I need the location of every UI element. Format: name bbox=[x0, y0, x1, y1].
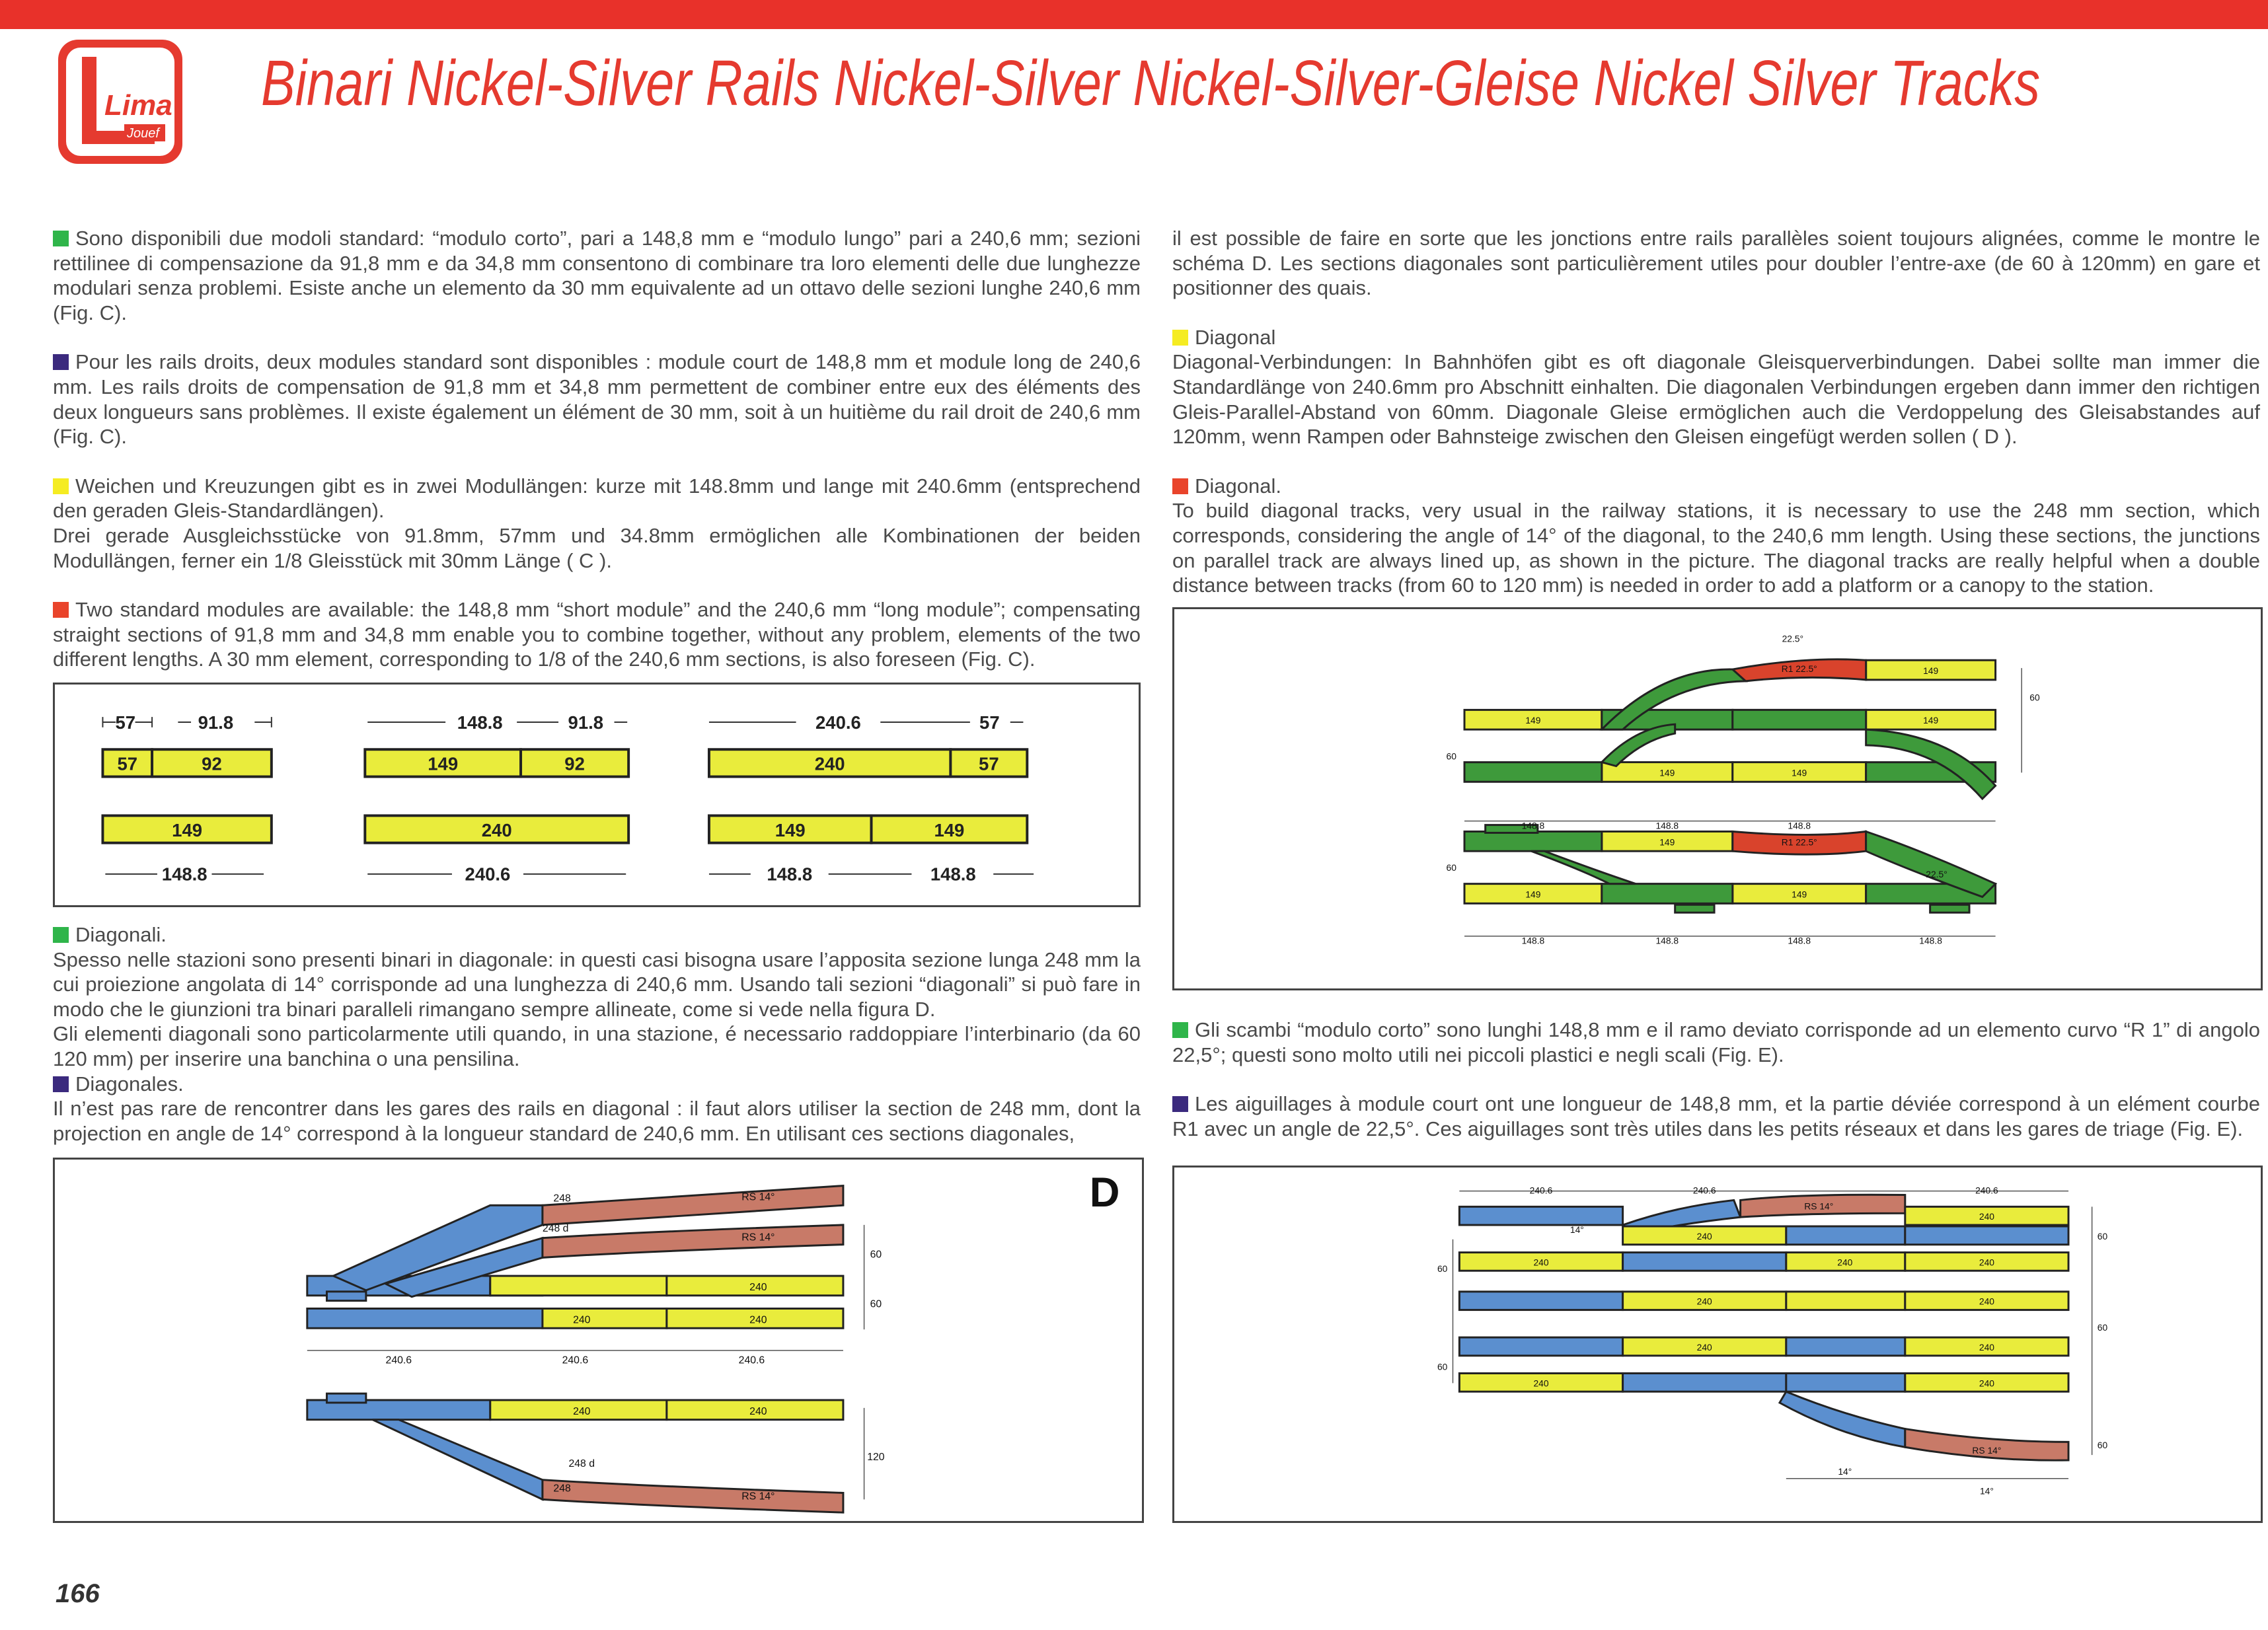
paragraph-diagonales: Il n’est pas rare de rencontrer dans les gares des rails en diagonal : il faut alors utiliser la section de 248 mm, dont la projection en angle de 14° correspond à la longueur standard de 240,6 mm. En utilisant ces sections diagonales, bbox=[53, 1097, 1141, 1145]
paragraph-french-cont: il est possible de faire en sorte que les jonctions entre rails parallèles soient toujours alignées, comme le montre le schéma D. Les sections diagonales sont particulièrement utiles pour doubler l’entre-axe (de 60 à 120mm) en gare et positionner des quais. bbox=[1172, 227, 2260, 300]
top-red-bar bbox=[0, 0, 2268, 29]
track-label: 149 bbox=[775, 819, 806, 840]
dim-label: 240.6 bbox=[1975, 1185, 1998, 1196]
dim-label: 148.8 bbox=[1655, 820, 1679, 831]
figure-e-switches bbox=[1172, 1166, 2263, 1523]
paragraph-switch-fr: Les aiguillages à module court ont une longueur de 148,8 mm, et la partie déviée correspond à un elément courbe R1 avec un angle de 22,5°. Ces aiguillages sont très utiles dans les petits réseaux et dans les gares de triage (Fig. E). bbox=[1172, 1092, 2260, 1140]
dim-label: 148.8 bbox=[457, 712, 503, 733]
svg-text:Lima: Lima bbox=[104, 89, 172, 122]
track-label: 240 bbox=[573, 1405, 591, 1417]
dim-label: 60 bbox=[1446, 862, 1456, 873]
dim-label: 148.8 bbox=[1521, 935, 1545, 946]
dim-label: 120 bbox=[867, 1452, 885, 1463]
track-label: 240 bbox=[814, 753, 845, 774]
dim-label: 148.8 bbox=[1655, 935, 1679, 946]
track-label: 240 bbox=[749, 1314, 767, 1326]
track-label: 149 bbox=[1525, 889, 1541, 900]
heading-diagonales: Diagonales. bbox=[53, 1072, 1141, 1097]
svg-text:Jouef: Jouef bbox=[127, 126, 159, 141]
figure-d-label: D bbox=[1089, 1169, 1120, 1216]
dim-label: 240.6 bbox=[465, 864, 511, 885]
track-label: 240 bbox=[1979, 1211, 1994, 1222]
track-label: 248 bbox=[553, 1193, 571, 1204]
dim-label: 240.6 bbox=[815, 712, 861, 733]
track-label: 149 bbox=[1923, 715, 1939, 726]
switches-text bbox=[1172, 1018, 2260, 1141]
dim-label: 148.8 bbox=[1521, 820, 1545, 831]
track-label: R1 22.5° bbox=[1781, 836, 1817, 848]
navy-bullet-icon bbox=[1172, 1096, 1188, 1112]
dim-label: 60 bbox=[870, 1249, 882, 1261]
paragraph-diagonali-1: Spesso nelle stazioni sono presenti binari in diagonale: in questi casi bisogna usare l’apposita sezione lunga 248 mm la cui proiezione angolata di 14° corrisponde ad una lunghezza di 240,6 mm. Usando tali sezioni “diagonali” si può fare in modo che le giunzioni tra binari paralleli rimangano sempre allineate, come si vede nella figura D. bbox=[53, 947, 1141, 1021]
track-label: RS 14° bbox=[1804, 1201, 1834, 1212]
dim-label: 60 bbox=[2029, 692, 2040, 703]
track-label: 248 bbox=[553, 1483, 571, 1495]
track-label: 240 bbox=[1533, 1378, 1549, 1389]
dim-label: 60 bbox=[1437, 1263, 1448, 1275]
heading-diagonal-de: Diagonal bbox=[1172, 325, 2260, 350]
track-label: 240 bbox=[1837, 1257, 1853, 1268]
track-label: 248 d bbox=[542, 1222, 569, 1234]
dim-label: 240.6 bbox=[385, 1354, 412, 1366]
paragraph-diagonal-en: To build diagonal tracks, very usual in the railway stations, it is necessary to use the 248 mm section, which corresponds, considering the angle of 14° of the diagonal, to the 240,6 mm length. Using these sections, the junctions on parallel track are always lined up, as shown in the picture. The diagonal tracks are really helpful when a double distance between tracks (from 60 to 120 mm) is needed in order to add a platform or a canopy to the station. bbox=[1172, 499, 2260, 597]
paragraph-switch-it: Gli scambi “modulo corto” sono lunghi 148,8 mm e il ramo deviato corrisponde ad un elemento curvo “R 1” di angolo 22,5°; questi sono molto utili nei piccoli plastici e negli scali (Fig. E). bbox=[1172, 1018, 2260, 1066]
track-label: 149 bbox=[172, 819, 203, 840]
figure-c-straight-tracks bbox=[53, 683, 1141, 907]
dim-label: 60 bbox=[1446, 751, 1456, 762]
track-label: 149 bbox=[1659, 836, 1675, 848]
angle-label: 14° bbox=[1569, 1224, 1584, 1235]
dim-label: 148.8 bbox=[161, 864, 208, 885]
heading-diagonali: Diagonali. bbox=[53, 922, 1141, 947]
track-label: 57 bbox=[979, 753, 999, 774]
green-bullet-icon bbox=[53, 231, 69, 246]
track-label: 149 bbox=[934, 819, 965, 840]
paragraph-diagonal-de: Diagonal-Verbindungen: In Bahnhöfen gibt es oft diagonale Gleisquerverbindungen. Dabei sollte man immer die Standardlänge von 240.6mm pro Abschnitt einhalten. Die diagonalen Verbindungen ergeben dann immer den richtigen Gleis-Parallel-Abstand von 60mm. Diagonale Gleise ermöglichen auch die Verdoppelung des Gleisabstandes auf 120mm, wenn Rampen oder Bahnsteige zwischen den Gleisen eingefügt werden sollen ( D ). bbox=[1172, 350, 2260, 449]
track-label: 240 bbox=[1696, 1230, 1712, 1241]
dim-label: 240.6 bbox=[1692, 1185, 1716, 1196]
track-label: 248 d bbox=[568, 1458, 595, 1469]
track-label: 240 bbox=[749, 1405, 767, 1417]
navy-bullet-icon bbox=[53, 354, 69, 370]
angle-label: 22.5° bbox=[1926, 868, 1947, 879]
red-bullet-icon bbox=[53, 602, 69, 618]
track-label: 240 bbox=[1533, 1257, 1549, 1268]
track-label: 149 bbox=[1659, 767, 1675, 778]
track-label: RS 14° bbox=[741, 1232, 775, 1243]
dim-label: 91.8 bbox=[198, 712, 234, 733]
diagonali-text bbox=[53, 922, 1141, 1146]
page-title: Binari Nickel-Silver Rails Nickel-Silver Nickel-Silver-Gleise Nickel Silver Tracks bbox=[261, 47, 2041, 119]
paragraph-italian: Sono disponibili due modoli standard: “modulo corto”, pari a 148,8 mm e “modulo lungo” pari a 240,6 mm; sezioni rettilinee di compensazione da 91,8 mm e da 34,8 mm consentono di combinare tra loro elementi delle due lunghezze modulari senza problemi. Esiste anche un elemento da 30 mm equivalente ad un ottavo delle sezioni lunghe 240,6 mm (Fig. C). bbox=[53, 227, 1141, 324]
dim-label: 57 bbox=[979, 712, 1000, 733]
right-text-column bbox=[1172, 226, 2260, 598]
dim-label: 148.8 bbox=[1919, 935, 1942, 946]
dim-label: 148.8 bbox=[1788, 820, 1811, 831]
track-label: 149 bbox=[1525, 715, 1541, 726]
red-bullet-icon bbox=[1172, 478, 1188, 494]
track-label: 149 bbox=[428, 753, 459, 774]
figure-switch-diagonal bbox=[1172, 607, 2263, 990]
dim-label: 148.8 bbox=[930, 864, 976, 885]
track-label: 149 bbox=[1923, 665, 1939, 676]
angle-label: 22.5° bbox=[1782, 633, 1804, 644]
paragraph-german: Weichen und Kreuzungen gibt es in zwei Modullängen: kurze mit 148.8mm und lange mit 240.6mm (entsprechend den geraden Gleis-Standardlängen). Drei gerade Ausgleichsstücke von 91.8mm, 57mm und 34.8mm ermöglichen alle Kombinationen der beiden Modullängen, ferner ein 1/8 Gleisstück mit 30mm Länge ( C ). bbox=[53, 474, 1141, 572]
dim-label: 240.6 bbox=[562, 1354, 589, 1366]
track-label: 92 bbox=[564, 753, 585, 774]
dim-label: 60 bbox=[2097, 1322, 2108, 1333]
dim-label: 91.8 bbox=[568, 712, 604, 733]
track-label: RS 14° bbox=[741, 1191, 775, 1203]
track-label: 240 bbox=[749, 1281, 767, 1293]
track-label: 240 bbox=[1979, 1378, 1994, 1389]
angle-label: 14° bbox=[1979, 1485, 1994, 1497]
track-label: 240 bbox=[573, 1314, 591, 1326]
yellow-bullet-icon bbox=[53, 478, 69, 494]
track-label: 149 bbox=[1792, 767, 1807, 778]
figure-d-diagonal-tracks bbox=[53, 1158, 1144, 1523]
left-text-column bbox=[53, 226, 1141, 696]
track-label: 240 bbox=[1696, 1341, 1712, 1352]
dim-label: 60 bbox=[870, 1298, 882, 1310]
track-label: R1 22.5° bbox=[1781, 663, 1817, 675]
green-bullet-icon bbox=[1172, 1022, 1188, 1038]
dim-label: 148.8 bbox=[767, 864, 813, 885]
dim-label: 60 bbox=[2097, 1230, 2108, 1241]
track-label: 240 bbox=[1979, 1257, 1994, 1268]
dim-label: 240.6 bbox=[1529, 1185, 1553, 1196]
paragraph-english: Two standard modules are available: the 148,8 mm “short module” and the 240,6 mm “long module”; compensating straight sections of 91,8 mm and 34,8 mm enable you to combine together, without any problem, elements of the two different lengths. A 30 mm element, corresponding to 1/8 of the 240,6 mm sections, is also foreseen (Fig. C). bbox=[53, 598, 1141, 671]
green-bullet-icon bbox=[53, 927, 69, 943]
track-label: 240 bbox=[1979, 1341, 1994, 1352]
dim-label: 60 bbox=[1437, 1361, 1448, 1372]
track-label: 240 bbox=[1696, 1296, 1712, 1307]
dim-label: 57 bbox=[115, 712, 136, 733]
track-label: 240 bbox=[1979, 1296, 1994, 1307]
page-number: 166 bbox=[56, 1579, 100, 1608]
yellow-bullet-icon bbox=[1172, 330, 1188, 346]
lima-logo bbox=[56, 37, 185, 167]
heading-diagonal-en: Diagonal. bbox=[1172, 474, 2260, 499]
dim-label: 60 bbox=[2097, 1440, 2108, 1451]
navy-bullet-icon bbox=[53, 1076, 69, 1092]
track-label: 240 bbox=[481, 819, 512, 840]
dim-label: 148.8 bbox=[1788, 935, 1811, 946]
track-label: 92 bbox=[202, 753, 222, 774]
angle-label: 14° bbox=[1838, 1465, 1852, 1477]
track-label: 149 bbox=[1792, 889, 1807, 900]
paragraph-french: Pour les rails droits, deux modules standard sont disponibles : module court de 148,8 mm et module long de 240,6 mm. Les rails droits de compensation de 91,8 mm et 34,8 mm permettent de combiner entre eux des éléments des deux longueurs sans problèmes. Il existe également un élément de 30 mm, soit à un huitième du rail droit de 240,6 mm (Fig. C). bbox=[53, 350, 1141, 449]
track-label: 57 bbox=[117, 753, 138, 774]
paragraph-diagonali-2: Gli elementi diagonali sono particolarmente utili quando, in una stazione, é necessario raddoppiare l’interbinario (da 60 120 mm) per inserire una banchina o una pensilina. bbox=[53, 1022, 1141, 1070]
dim-label: 240.6 bbox=[738, 1354, 765, 1366]
track-label: RS 14° bbox=[1972, 1445, 2002, 1456]
track-label: RS 14° bbox=[741, 1491, 775, 1502]
